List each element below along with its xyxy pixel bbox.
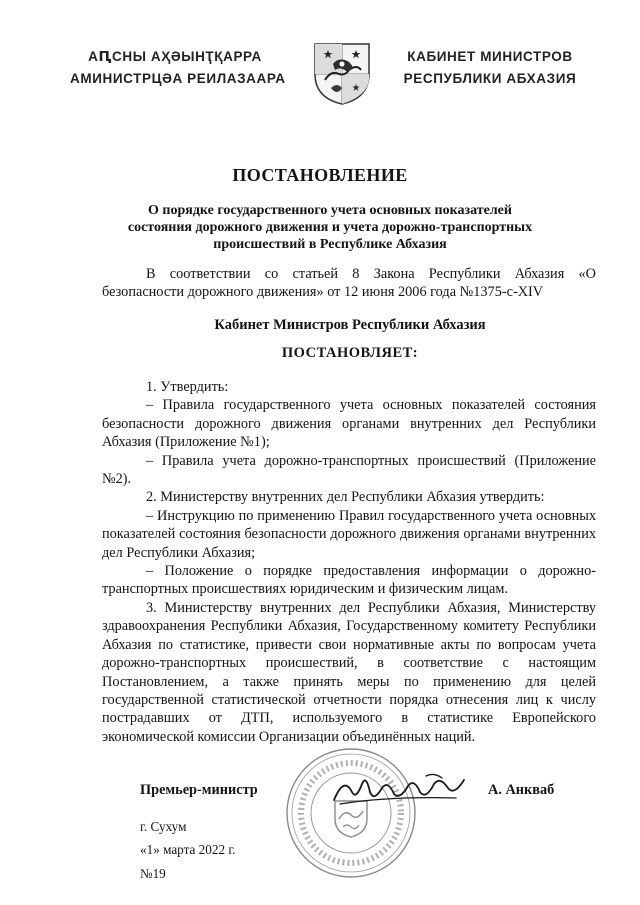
issue-date: «1» марта 2022 г. — [140, 842, 236, 857]
signatory-position: Премьер-министр — [140, 782, 258, 798]
handwritten-signature-icon — [330, 770, 470, 810]
subject-line: происшествий в Республике Абхазия — [213, 237, 447, 252]
decree-paragraph: 2. Министерству внутренних дел Республики Абхазия утвердить: — [146, 489, 545, 506]
subject-line: О порядке государственного учета основных показателей — [148, 203, 512, 218]
document-subject — [120, 202, 540, 253]
header-russian-line1: КАБИНЕТ МИНИСТРОВ — [407, 49, 573, 64]
document-number: №19 — [140, 866, 166, 881]
decree-paragraph: – Правила учета дорожно-транспортных происшествий (Приложение №2). — [102, 452, 596, 488]
issue-city: г. Сухум — [140, 819, 187, 834]
header-russian-title — [390, 46, 590, 90]
header-russian-line2: РЕСПУБЛИКИ АБХАЗИЯ — [403, 71, 577, 86]
signatory-name: А. Анкваб — [488, 782, 555, 798]
issuer-heading: Кабинет Министров Республики Абхазия — [214, 317, 486, 333]
decree-heading: ПОСТАНОВЛЯЕТ: — [281, 345, 419, 361]
subject-line: состояния дорожного движения и учета дорожно-транспортных — [127, 220, 533, 235]
decree-paragraph: – Положение о порядке предоставления информации о дорожно-транспортных происшествиях юридическим и физическим лицам. — [102, 563, 596, 598]
preamble-paragraph: В соответствии со статьей 8 Закона Республики Абхазия «О безопасности дорожного движения» от 12 июня 2006 года №1375-с-XIV — [102, 266, 596, 301]
document-title: ПОСТАНОВЛЕНИЕ — [232, 165, 408, 185]
header-abkhaz-line1: АԤСНЫ АҲӘЫНҬҚАРРА — [88, 49, 262, 64]
abkhazia-coat-of-arms-icon — [311, 40, 373, 106]
decree-paragraph: 1. Утвердить: — [146, 379, 229, 395]
header-abkhaz-line2: АМИНИСТРЦӘА РЕИЛАЗААРА — [70, 71, 286, 86]
decree-paragraph: – Инструкцию по применению Правил государственного учета основных показателей состояния безопасности дорожного движения органами внутренних дел Республики Абхазия; — [102, 507, 596, 561]
decree-paragraph: 3. Министерству внутренних дел Республики Абхазия, Министерству здравоохранения Республики Абхазия, Государственному комитету Республики Абхазия по статистике, привести свои нормативные акты по вопросам учета дорожно-транспортных происшествий, в соответствие с настоящим Постановлением, а также принять меры по применению для целей государственной статистической отчетности порядка отнесения лиц к числу пострадавших от ДТП, используемого в статистике Европейского экономической комиссии Организации объединённых наций. — [102, 599, 596, 745]
decree-paragraph: – Правила государственного учета основных показателей состояния безопасности дорожного движения органами внутренних дел Республики Абхазия (Приложение №1); — [102, 397, 596, 451]
header-abkhaz-title — [70, 46, 286, 90]
official-seal-icon — [283, 745, 419, 881]
decree-items — [102, 378, 596, 746]
